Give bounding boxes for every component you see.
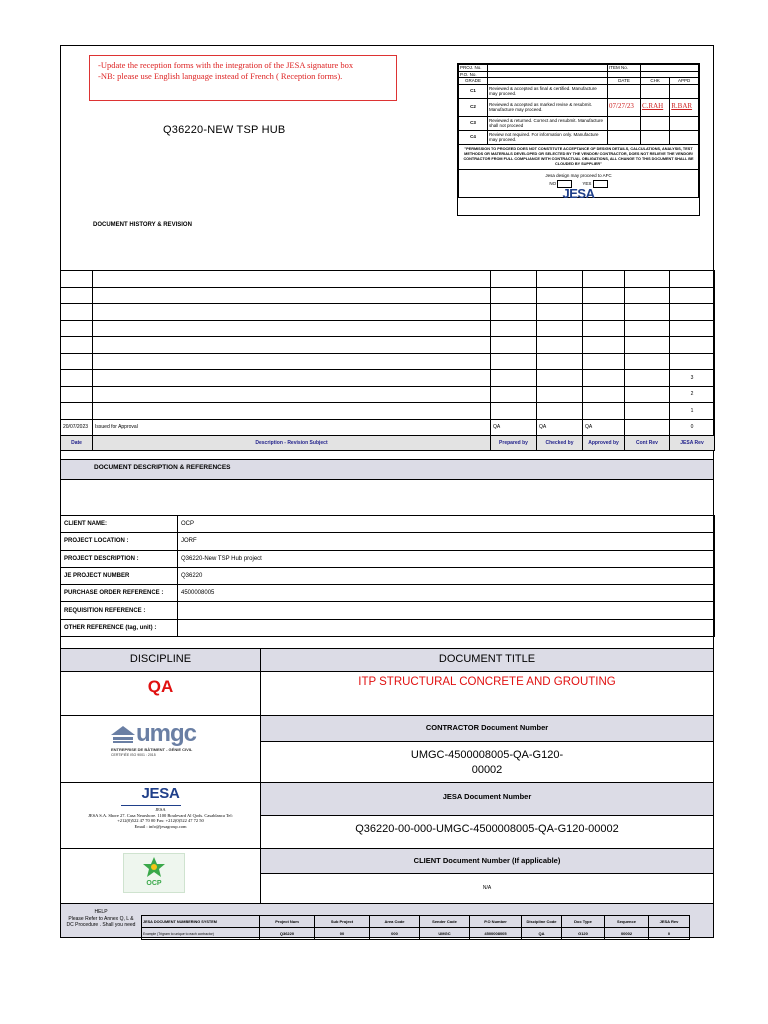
info-value: OCP: [178, 516, 715, 533]
help-line-3: DC Procedure . Shall you need: [66, 922, 136, 928]
numbering-value: 000: [370, 928, 420, 940]
numbering-value: UMGC: [420, 928, 470, 940]
document-title-header: [260, 648, 714, 672]
numbering-value: 00002: [605, 928, 649, 940]
header-cont-rev: Cont Rev: [625, 436, 670, 451]
info-label: PROJECT LOCATION :: [61, 533, 178, 550]
ocp-star-icon: [139, 856, 169, 878]
info-table: [60, 515, 714, 637]
info-label: CLIENT NAME:: [61, 516, 178, 533]
info-value: [178, 619, 715, 636]
umgc-logo-sub: ENTREPRISE DE BÂTIMENT - GÉNIE CIVIL: [111, 747, 193, 752]
doc-desc-bar: [60, 459, 714, 480]
numbering-value: 4500008005: [470, 928, 522, 940]
client-number-value: N/A: [482, 885, 492, 891]
numbering-header: JESA Rev: [649, 916, 690, 928]
jesa-logo: JESA: [141, 785, 180, 802]
help-line-1: HELP: [94, 909, 108, 915]
client-logo-cell: [60, 848, 261, 904]
contractor-number-line-2: 00002: [471, 764, 503, 776]
info-label: JE PROJECT NUMBER: [61, 567, 178, 584]
ocp-logo: [123, 853, 185, 893]
numbering-header: Sub Project: [315, 916, 370, 928]
yes-checkbox[interactable]: [593, 180, 608, 188]
header-approved: Approved by: [583, 436, 625, 451]
grade-c2-appd: R.BAR: [670, 98, 699, 116]
grade-c2: C2: [459, 98, 488, 116]
jesa-company-name: JESA: [155, 807, 166, 812]
discipline-label: DISCIPLINE: [129, 653, 192, 665]
grade-c2-date: 07/27/23: [608, 98, 641, 116]
project-title: Q36220-NEW TSP HUB: [163, 124, 286, 136]
numbering-example-label: Example (Trigram to unique to each contractor): [142, 928, 260, 940]
update-note: [89, 55, 397, 101]
info-value: Q36220-New TSP Hub project: [178, 550, 715, 567]
issued-date: 20/07/2023: [61, 419, 93, 436]
grade-c3-text: Reviewed & returned. Correct and resubmit. Manufacture shall not proceed: [488, 116, 608, 130]
note-line-2: -NB: please use English language instead of French ( Reception forms).: [98, 71, 343, 81]
document-title-label: DOCUMENT TITLE: [438, 653, 536, 665]
numbering-header: Area Code: [370, 916, 420, 928]
discipline-cell: [60, 671, 261, 716]
item-no-label: ITEM No.: [608, 65, 641, 72]
numbering-header: Discipline Code: [522, 916, 562, 928]
rev-number: 3: [670, 370, 715, 387]
no-label: NO: [549, 181, 557, 187]
issued-description: Issued for Approval: [93, 419, 491, 436]
issued-rev: 0: [670, 419, 715, 436]
header-date: Date: [61, 436, 93, 451]
rev-number: 1: [670, 403, 715, 420]
numbering-value: G120: [562, 928, 605, 940]
header-description: Description - Revision Subject: [93, 436, 491, 451]
numbering-value: 00: [315, 928, 370, 940]
document-title-cell: [260, 671, 714, 716]
umgc-logo-cert: CERTIFIÉE ISO 9001 : 2015: [111, 753, 156, 757]
numbering-header: Project Num: [260, 916, 315, 928]
issued-prepared: QA: [491, 419, 537, 436]
numbering-table: [141, 915, 690, 940]
grade-c3: C3: [459, 116, 488, 130]
numbering-value: 0: [649, 928, 690, 940]
discipline-header: [60, 648, 261, 672]
doc-desc-label: DOCUMENT DESCRIPTION & REFERENCES: [94, 464, 231, 471]
numbering-system-label: JESA DOCUMENT NUMBERING SYSTEM: [142, 916, 260, 928]
document-history-label: DOCUMENT HISTORY & REVISION: [93, 222, 192, 228]
header-checked: Checked by: [537, 436, 583, 451]
header-prepared: Prepared by: [491, 436, 537, 451]
ocp-logo-text: OCP: [146, 880, 162, 887]
grade-c1: C1: [459, 84, 488, 98]
stamp-warning: "PERMISSION TO PROCEED DOES NOT CONSTITUTE ACCEPTANCE OF DESIGN DETAILS, CALCULATIONS, ANALYSIS, TEST METHODS OR MATERIALS DEVELOPED OR SELECTED BY THE VENDOR/ CONTRACTOR, DOES NOT RELIEVE THE VENDOR/ CONTRACTOR FROM FULL COMPLIANCE WITH CONTRACTUAL OBLIGATIONS, ALL CHANGE TO THIS DOCUMENT SHALL BE CLOUDED BY SUPPLIER": [459, 144, 699, 169]
client-number-cell: [260, 873, 714, 904]
info-value: JORF: [178, 533, 715, 550]
review-stamp: [457, 63, 700, 216]
revision-table: [60, 270, 714, 451]
info-label: REQUISITION REFERENCE :: [61, 602, 178, 619]
help-text: [62, 909, 140, 929]
jesa-number-value: Q36220-00-000-UMGC-4500008005-QA-G120-00002: [355, 823, 619, 835]
info-label: PURCHASE ORDER REFERENCE :: [61, 585, 178, 602]
grade-c4-text: Review not required. For information only. Manufacture may proceed.: [488, 130, 608, 144]
appd-label: APPD: [670, 78, 699, 85]
discipline-value: QA: [147, 677, 174, 696]
afc-text: Jesa design may proceed to AFC: [459, 169, 699, 180]
jesa-email: Email : info@jesagroup.com: [134, 823, 187, 829]
po-no-label: P.O. No.: [459, 71, 488, 78]
contractor-number-line-1: UMGC-4500008005-QA-G120-: [410, 749, 564, 761]
rev-number: 2: [670, 386, 715, 403]
info-value: [178, 602, 715, 619]
stamp-jesa-logo: JESA: [459, 191, 699, 197]
grade-c4: C4: [459, 130, 488, 144]
numbering-value: Q36220: [260, 928, 315, 940]
numbering-header: Sequence: [605, 916, 649, 928]
issued-row: [61, 419, 715, 436]
numbering-header: P.O Number: [470, 916, 522, 928]
proj-no-label: PROJ. No.: [459, 65, 488, 72]
contractor-logo-cell: [60, 715, 261, 783]
info-label: PROJECT DESCRIPTION :: [61, 550, 178, 567]
jesa-number-header: [260, 782, 714, 816]
chk-label: CHK: [641, 78, 670, 85]
contractor-number-header: [260, 715, 714, 742]
grade-c2-text: Reviewed & accepted as marked revise & resubmit. Manufacture may proceed.: [488, 98, 608, 116]
numbering-header: Doc Type: [562, 916, 605, 928]
info-value: 4500008005: [178, 585, 715, 602]
yes-label: YES: [582, 181, 592, 187]
document-title-value: ITP STRUCTURAL CONCRETE AND GROUTING: [358, 676, 616, 688]
revision-header-row: [61, 436, 715, 451]
contractor-number-label: CONTRACTOR Document Number: [425, 723, 549, 732]
numbering-value: QA: [522, 928, 562, 940]
jesa-number-cell: [260, 815, 714, 849]
issued-approved: QA: [583, 419, 625, 436]
grade-label: GRADE: [459, 78, 488, 85]
note-line-1: -Update the reception forms with the integration of the JESA signature box: [98, 60, 354, 70]
umgc-logo-text: umgc: [136, 720, 197, 747]
jesa-number-label: JESA Document Number: [442, 792, 532, 801]
header-jesa-rev: JESA Rev: [670, 436, 715, 451]
help-line-2: Please Refer to Annex Q, L &: [68, 915, 134, 922]
grade-c2-chk: C.RAH: [641, 98, 670, 116]
contractor-number-cell: [260, 741, 714, 783]
umgc-logo-icon: [111, 726, 135, 744]
date-label: DATE: [608, 78, 641, 85]
numbering-header: Sender Code: [420, 916, 470, 928]
jesa-address-1: JESA S.A. Shore 27. Casa Nearshore. 1100 Boulevard Al Qods. Casablanca Tel:: [88, 812, 233, 818]
info-value: Q36220: [178, 567, 715, 584]
info-label: OTHER REFERENCE (tag, unit) :: [61, 619, 178, 636]
client-number-label: CLIENT Document Number (If applicable): [413, 856, 561, 865]
issued-checked: QA: [537, 419, 583, 436]
jesa-logo-cell: [60, 782, 261, 849]
client-number-header: [260, 848, 714, 874]
grade-c1-text: Reviewed & accepted as final & certified. Manufacture may proceed.: [488, 84, 608, 98]
jesa-address-2: +212(0)522 47 70 00 Fax: +212(0)522 47 72 50: [117, 818, 204, 823]
